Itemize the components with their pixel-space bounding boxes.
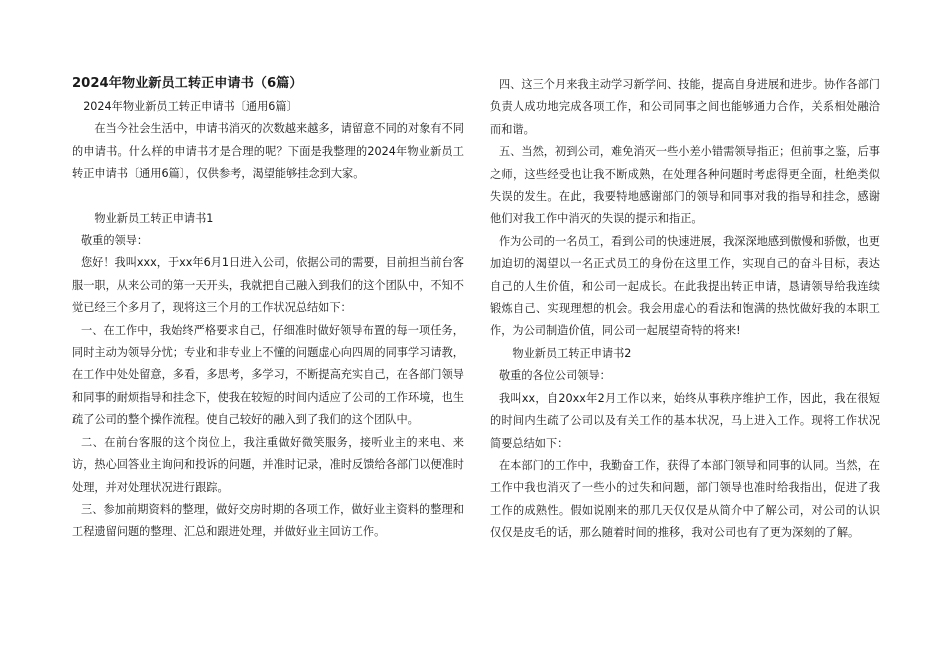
spacer <box>72 186 464 208</box>
paragraph-4: 三、参加前期资料的整理，做好交房时期的各项工作，做好业主资料的整理和工程遗留问题的整理、汇总和跟进处理，并做好业主回访工作。 <box>72 502 464 539</box>
paragraph-1: 您好！我叫xxx，于xx年6月1日进入公司，依据公司的需要，目前担当前台客服一职，从来公司的第一天开头，我就把自己融入到我们的这个团队中，不知不觉已经三个多月了，现将这三个月的工作状况总结如下： <box>72 256 464 315</box>
intro-paragraph: 在当今社会生活中，申请书消灭的次数越来越多，请留意不同的对象有不同的申请书。什么样的申请书才是合理的呢？下面是我整理的2024年物业新员工转正申请书〔通用6篇〕，仅供参考，渴望能够挂念到大家。 <box>72 122 464 181</box>
left-column <box>72 74 464 544</box>
paragraph-6: 五、当然，初到公司，难免消灭一些小差小错需领导指正；但前事之鉴，后事之师，这些经受也让我不断成熟，在处理各种问题时考虑得更全面，杜绝类似失误的发生。在此，我要特地感谢部门的领导和同事对我的指导和挂念，感谢他们对我工作中消灭的失误的提示和指正。 <box>490 145 880 226</box>
right-column <box>490 74 880 545</box>
greeting-2: 敬重的各位公司领导： <box>498 369 611 383</box>
paragraph-2: 一、在工作中，我始终严格要求自己，仔细准时做好领导布置的每一项任务，同时主动为领导分忧；专业和非专业上不懂的问题虚心向四周的同事学习请教，在工作中处处留意，多看，多思考，多学习，不断提高充实自己，在各部门领导和同事的耐烦指导和挂念下，使我在较短的时间内适应了公司的工作环境，也生疏了公司的整个操作流程。使自己较好的融入到了我们的这个团队中。 <box>72 323 464 427</box>
greeting-1: 敬重的领导： <box>80 234 149 248</box>
paragraph-9: 在本部门的工作中，我勤奋工作，获得了本部门领导和同事的认同。当然，在工作中我也消灭了一些小的过失和问题，部门领导也准时给我指出，促进了我工作的成熟性。假如说刚来的那几天仅仅是从简介中了解公司，对公司的认识仅仅是皮毛的话，那么随着时间的推移，我对公司也有了更为深刻的了解。 <box>490 458 880 540</box>
paragraph-3: 二、在前台客服的这个岗位上，我注重做好微笑服务，接听业主的来电、来访，热心回答业主询问和投诉的问题，并准时记录，准时反馈给各部门以便准时处理，并对处理状况进行跟踪。 <box>72 435 464 494</box>
section-heading-2: 物业新员工转正申请书2 <box>512 346 632 360</box>
paragraph-8: 我叫xx，自20xx年2月工作以来，始终从事秩序维护工作，因此，我在很短的时间内生疏了公司以及有关工作的基本状况，马上进入工作。现将工作状况简要总结如下： <box>490 391 880 450</box>
document-title: 2024年物业新员工转正申请书（6篇） <box>72 76 303 91</box>
paragraph-5: 四、这三个月来我主动学习新学问、技能，提高自身进展和进步。协作各部门负责人成功地完成各项工作，和公司同事之间也能够通力合作，关系相处融洽而和谐。 <box>490 78 880 136</box>
paragraph-7: 作为公司的一名员工，看到公司的快速进展，我深深地感到傲慢和骄傲，也更加迫切的渴望以一名正式员工的身份在这里工作，实现自己的奋斗目标，表达自己的人生价值，和公司一起成长。在此我提出转正申请，恳请领导给我连续锻炼自己、实现理想的机会。我会用虚心的看法和饱满的热忱做好我的本职工作，为公司制造价值，同公司一起展望奇特的将来! <box>490 234 880 338</box>
document-subtitle: 2024年物业新员工转正申请书〔通用6篇〕 <box>83 100 298 113</box>
section-heading-1: 物业新员工转正申请书1 <box>94 211 214 225</box>
